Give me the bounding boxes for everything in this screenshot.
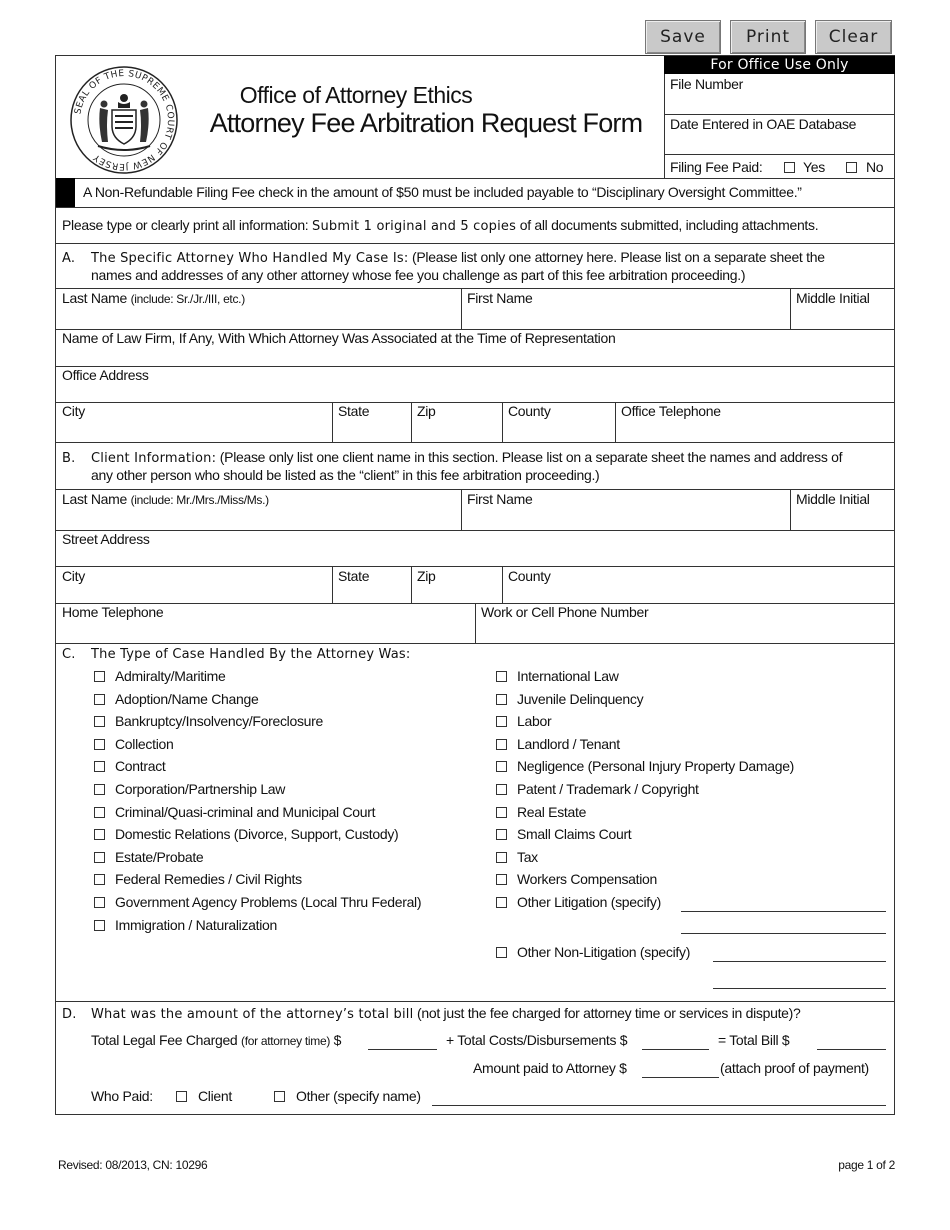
date-entered-label: Date Entered in OAE Database [670, 116, 857, 132]
attorney-last-name-input[interactable] [57, 307, 460, 327]
svg-text:SEAL OF THE SUPREME COURT OF N: SEAL OF THE SUPREME COURT OF NEW JERSEY [73, 68, 176, 172]
notice-marker [56, 178, 75, 207]
case-type-checkbox[interactable] [496, 874, 507, 885]
office-telephone-label: Office Telephone [621, 403, 721, 419]
case-type-label: Collection [115, 736, 174, 752]
revision-note: Revised: 08/2013, CN: 10296 [58, 1158, 208, 1172]
client-last-name-hint: (include: Mr./Mrs./Miss/Ms.) [130, 493, 269, 507]
law-firm-input[interactable] [57, 347, 894, 365]
amount-paid-input[interactable] [642, 1077, 719, 1078]
fee-paid-yes-label: Yes [803, 159, 825, 175]
attorney-last-name-text: Last Name [62, 290, 127, 306]
other-non-litigation-checkbox[interactable] [496, 947, 507, 958]
office-telephone-input[interactable] [616, 420, 894, 440]
case-type-label: Small Claims Court [517, 826, 632, 842]
section-b-heading: Client Information: [91, 451, 217, 466]
fee-paid-yes-checkbox[interactable] [784, 162, 795, 173]
instructions-lead: Please type or clearly print all information: [62, 217, 309, 233]
case-type-label: Bankruptcy/Insolvency/Foreclosure [115, 713, 323, 729]
case-type-checkbox[interactable] [496, 897, 507, 908]
section-b-letter: B. [62, 451, 76, 466]
case-type-checkbox[interactable] [496, 784, 507, 795]
client-middle-initial-label: Middle Initial [796, 491, 870, 507]
client-last-name-text: Last Name [62, 491, 127, 507]
section-b-note-1: (Please only list one client name in this section. Please list on a separate sheet the names and address of [219, 449, 843, 465]
client-county-input[interactable] [503, 585, 894, 602]
attorney-city-label: City [62, 403, 85, 419]
case-type-checkbox[interactable] [94, 739, 105, 750]
client-state-input[interactable] [333, 585, 410, 602]
case-type-checkbox[interactable] [496, 694, 507, 705]
attach-proof-note: (attach proof of payment) [720, 1060, 869, 1076]
who-paid-client-label: Client [198, 1088, 232, 1104]
clear-button[interactable]: Clear [815, 20, 892, 54]
client-last-name-label [62, 490, 269, 509]
case-type-label: Admiralty/Maritime [115, 668, 226, 684]
case-type-label: International Law [517, 668, 619, 684]
other-non-litigation-line-1[interactable] [713, 961, 886, 962]
instructions [62, 216, 818, 236]
who-paid-label: Who Paid: [91, 1088, 153, 1104]
client-county-label: County [508, 568, 551, 584]
case-type-label: Domestic Relations (Divorce, Support, Custody) [115, 826, 399, 842]
save-button[interactable]: Save [645, 20, 721, 54]
attorney-county-label: County [508, 403, 551, 419]
client-middle-initial-input[interactable] [791, 508, 894, 528]
case-type-label: Immigration / Naturalization [115, 917, 277, 933]
client-first-name-input[interactable] [462, 508, 789, 528]
page-title: Attorney Fee Arbitration Request Form [209, 108, 643, 138]
case-type-label: Real Estate [517, 804, 587, 820]
other-litigation-line-1[interactable] [681, 911, 886, 912]
client-city-label: City [62, 568, 85, 584]
case-type-label: Federal Remedies / Civil Rights [115, 871, 302, 887]
total-legal-fee-hint: (for attorney time) [241, 1034, 331, 1048]
work-phone-label: Work or Cell Phone Number [481, 604, 649, 620]
other-non-litigation-label: Other Non-Litigation (specify) [517, 944, 691, 960]
total-legal-fee-text: Total Legal Fee Charged [91, 1032, 238, 1048]
fee-arbitration-form [55, 55, 895, 1115]
amount-paid-label: Amount paid to Attorney $ [473, 1060, 627, 1076]
section-d-letter: D. [62, 1007, 77, 1022]
instructions-emphasis: Submit 1 original and 5 copies [312, 219, 517, 234]
case-type-label: Other Litigation (specify) [517, 894, 661, 910]
office-address-label: Office Address [62, 367, 149, 383]
fee-paid-label: Filing Fee Paid: [670, 159, 763, 175]
section-a-heading: The Specific Attorney Who Handled My Case Is: [91, 251, 409, 266]
fee-paid-no-label: No [866, 159, 884, 175]
client-zip-input[interactable] [412, 585, 501, 602]
case-type-label: Patent / Trademark / Copyright [517, 781, 699, 797]
case-type-checkbox[interactable] [94, 784, 105, 795]
law-firm-label: Name of Law Firm, If Any, With Which Attorney Was Associated at the Time of Representation [62, 330, 616, 346]
attorney-first-name-label: First Name [467, 290, 533, 306]
section-a-note-2: names and addresses of any other attorney whose fee you challenge as part of this fee arbitration proceeding.) [91, 267, 746, 283]
case-type-checkbox[interactable] [94, 897, 105, 908]
case-type-checkbox[interactable] [94, 852, 105, 863]
street-address-label: Street Address [62, 531, 150, 547]
section-b-note-2: any other person who should be listed as the “client” in this fee arbitration proceeding.) [91, 467, 600, 483]
case-type-label: Labor [517, 713, 552, 729]
who-paid-client-checkbox[interactable] [176, 1091, 187, 1102]
attorney-middle-initial-label: Middle Initial [796, 290, 870, 306]
section-a-header [91, 248, 825, 268]
office-address-input[interactable] [57, 384, 894, 401]
file-number-label: File Number [670, 76, 743, 92]
case-type-checkbox[interactable] [496, 761, 507, 772]
case-type-label: Criminal/Quasi-criminal and Municipal Court [115, 804, 376, 820]
case-type-checkbox[interactable] [496, 671, 507, 682]
home-telephone-input[interactable] [57, 621, 474, 641]
total-legal-fee-label [91, 1031, 341, 1050]
attorney-city-input[interactable] [57, 420, 330, 440]
home-telephone-label: Home Telephone [62, 604, 164, 620]
attorney-state-input[interactable] [333, 420, 410, 440]
case-type-checkbox[interactable] [94, 716, 105, 727]
total-costs-label: + Total Costs/Disbursements $ [446, 1032, 628, 1048]
case-type-checkbox[interactable] [94, 829, 105, 840]
street-address-input[interactable] [57, 548, 894, 565]
attorney-state-label: State [338, 403, 370, 419]
print-button[interactable]: Print [730, 20, 806, 54]
case-type-checkbox[interactable] [94, 761, 105, 772]
client-first-name-label: First Name [467, 491, 533, 507]
attorney-county-input[interactable] [503, 420, 614, 440]
attorney-middle-initial-input[interactable] [791, 307, 894, 327]
total-legal-fee-dollar: $ [333, 1032, 342, 1048]
other-litigation-line-2[interactable] [681, 933, 886, 934]
section-c-heading: The Type of Case Handled By the Attorney Was: [91, 647, 411, 662]
work-phone-input[interactable] [476, 621, 894, 641]
case-type-checkbox[interactable] [94, 671, 105, 682]
case-type-checkbox[interactable] [94, 920, 105, 931]
client-city-input[interactable] [57, 585, 330, 602]
case-type-label: Estate/Probate [115, 849, 204, 865]
case-type-label: Corporation/Partnership Law [115, 781, 286, 797]
attorney-last-name-label [62, 289, 245, 308]
office-name: Office of Attorney Ethics [239, 82, 473, 108]
client-last-name-input[interactable] [57, 508, 460, 528]
case-type-checkbox[interactable] [496, 716, 507, 727]
file-number-input[interactable] [665, 93, 894, 113]
instructions-tail: of all documents submitted, including attachments. [519, 217, 819, 233]
who-paid-other-input[interactable] [432, 1105, 886, 1106]
case-type-label: Tax [517, 849, 538, 865]
case-type-checkbox[interactable] [496, 807, 507, 818]
case-type-checkbox[interactable] [496, 739, 507, 750]
date-entered-input[interactable] [665, 133, 894, 153]
page-number: page 1 of 2 [838, 1158, 895, 1172]
case-type-label: Negligence (Personal Injury Property Damage) [517, 758, 795, 774]
other-non-litigation-line-2[interactable] [713, 988, 886, 989]
attorney-zip-label: Zip [417, 403, 436, 419]
case-type-label: Juvenile Delinquency [517, 691, 644, 707]
who-paid-other-checkbox[interactable] [274, 1091, 285, 1102]
section-d-header [91, 1004, 801, 1024]
attorney-zip-input[interactable] [412, 420, 501, 440]
section-b-header [91, 448, 842, 468]
case-type-checkbox[interactable] [496, 829, 507, 840]
filing-fee-notice: A Non-Refundable Filing Fee check in the amount of $50 must be included payable to “Disciplinary Oversight Committee.” [83, 184, 802, 200]
case-type-label: Contract [115, 758, 166, 774]
client-zip-label: Zip [417, 568, 436, 584]
section-d-heading-note: (not just the fee charged for attorney time or services in dispute)? [417, 1005, 801, 1021]
attorney-last-name-hint: (include: Sr./Jr./III, etc.) [130, 292, 245, 306]
total-bill-input[interactable] [817, 1049, 886, 1050]
total-legal-fee-input[interactable] [368, 1049, 437, 1050]
total-bill-label: = Total Bill $ [718, 1032, 790, 1048]
client-state-label: State [338, 568, 370, 584]
case-type-checkbox[interactable] [94, 807, 105, 818]
case-type-checkbox[interactable] [94, 874, 105, 885]
case-type-label: Landlord / Tenant [517, 736, 620, 752]
section-a-letter: A. [62, 251, 76, 266]
case-type-checkbox[interactable] [94, 694, 105, 705]
attorney-first-name-input[interactable] [462, 307, 789, 327]
case-type-label: Government Agency Problems (Local Thru Federal) [115, 894, 422, 910]
case-type-checkbox[interactable] [496, 852, 507, 863]
case-type-label: Adoption/Name Change [115, 691, 259, 707]
case-type-label: Workers Compensation [517, 871, 658, 887]
section-c-letter: C. [62, 647, 76, 662]
section-d-heading: What was the amount of the attorney’s total bill [91, 1007, 414, 1022]
section-a-note-1: (Please list only one attorney here. Please list on a separate sheet the [412, 249, 825, 265]
who-paid-other-label: Other (specify name) [296, 1088, 421, 1104]
total-costs-input[interactable] [642, 1049, 709, 1050]
office-use-heading: For Office Use Only [710, 57, 849, 73]
fee-paid-no-checkbox[interactable] [846, 162, 857, 173]
